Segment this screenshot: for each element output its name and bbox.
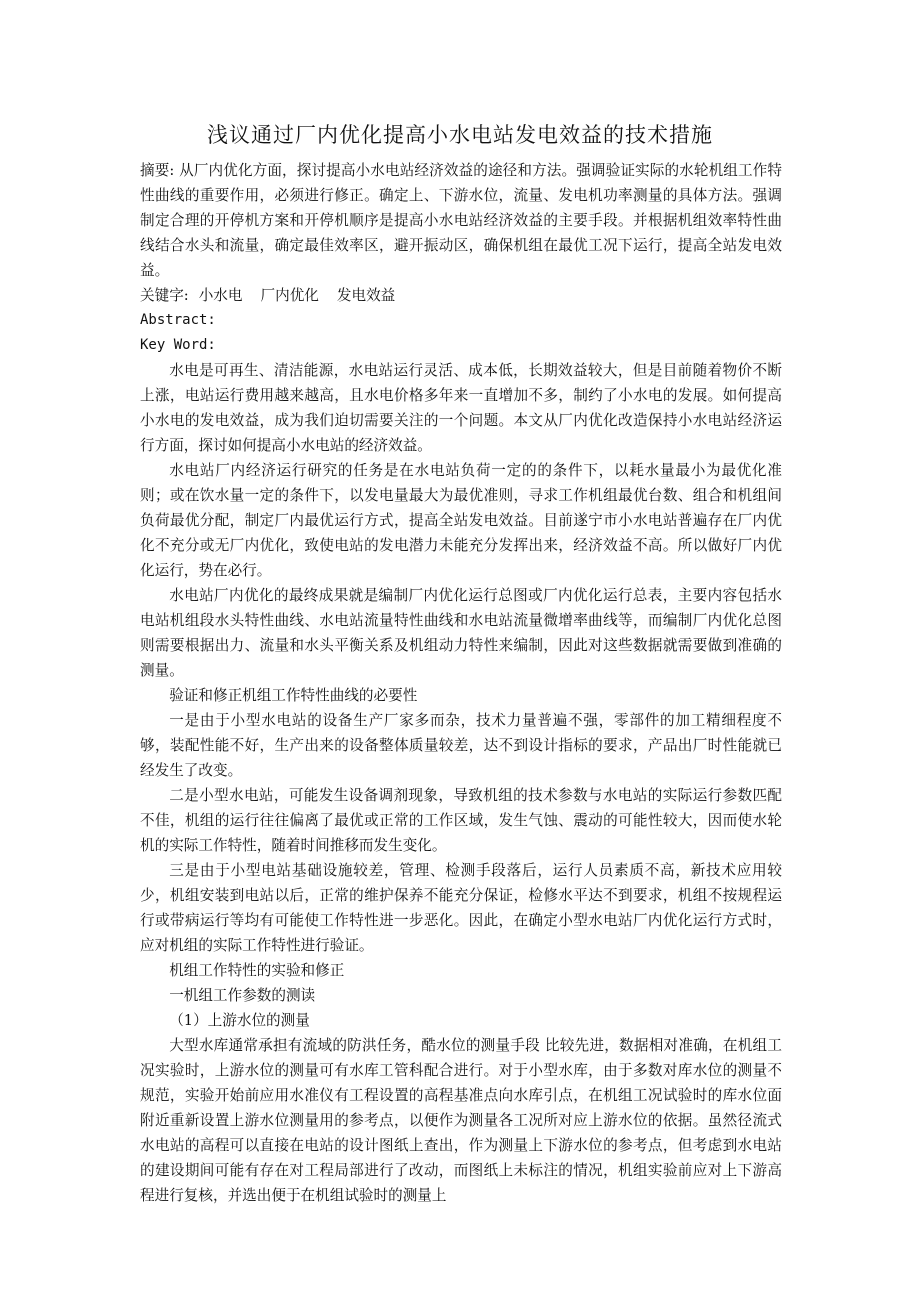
body-paragraph: 水电是可再生、清洁能源，水电站运行灵活、成本低，长期效益较大，但是目前随着物价不断上涨，电站运行费用越来越高，且水电价格多年来一直增加不多，制约了小水电的发展。如何提高小水电的发电效益，成为我们迫切需要关注的一个问题。本文从厂内优化改造保持小水电站经济运行方面，探讨如何提高小水电站的经济效益。 [140, 362, 782, 454]
keywords-label: 关键字: [140, 287, 189, 304]
item-heading: （1）上游水位的测量 [169, 1012, 310, 1029]
document-title: 浅议通过厂内优化提高小水电站发电效益的技术措施 [207, 123, 713, 147]
body-paragraph: 一是由于小型水电站的设备生产厂家多而杂，技术力量普遍不强，零部件的加工精细程度不够，装配性能不好，生产出来的设备整体质量较差，达不到设计指标的要求，产品出厂时性能就已经发生了改变。 [140, 712, 782, 779]
body-paragraph: 水电站厂内经济运行研究的任务是在水电站负荷一定的的条件下，以耗水量最小为最优化准则；或在饮水量一定的条件下，以发电量最大为最优准则，寻求工作机组最优台数、组合和机组间负荷最优分配，制定厂内最优运行方式，提高全站发电效益。目前遂宁市小水电站普遍存在厂内优化不充分或无厂内优化，致使电站的发电潜力未能充分发挥出来，经济效益不高。所以做好厂内优化运行，势在必行。 [140, 462, 782, 579]
abstract-en-label: Abstract: [140, 312, 216, 328]
body-paragraph: 大型水库通常承担有流域的防洪任务，酷水位的测量手段 比较先进，数据相对准确，在机组工况实验时，上游水位的测量可有水库工管科配合进行。对于小型水库，由于多数对库水位的测量不规范，实验开始前应用水准仪有工程设置的高程基准点向水库引点，在机组工况试验时的库水位面附近重新设置上游水位测量用的参考点，以便作为测量各工况所对应上游水位的依据。虽然径流式水电站的高程可以直接在电站的设计图纸上查出，作为测量上下游水位的参考点，但考虑到水电站的建设期间可能有存在对工程局部进行了改动，而图纸上未标注的情况，机组实验前应对上下游高程进行复核，并选出便于在机组试验时的测量上 [140, 1037, 782, 1204]
body-paragraph: 二是小型水电站，可能发生设备调剂现象，导致机组的技术参数与水电站的实际运行参数匹配不佳，机组的运行往往偏离了最优或正常的工作区域，发生气蚀、震动的可能性较大，因而使水轮机的实际工作特性，随着时间推移而发生变化。 [140, 787, 782, 854]
abstract-text: 从厂内优化方面，探讨提高小水电站经济效益的途径和方法。强调验证实际的水轮机组工作特性曲线的重要作用，必须进行修正。确定上、下游水位，流量、发电机功率测量的具体方法。强调制定合理的开停机方案和开停机顺序是提高小水电站经济效益的主要手段。并根据机组效率特性曲线结合水头和流量，确定最佳效率区，避开振动区，确保机组在最优工况下运行，提高全站发电效益。 [140, 162, 783, 279]
abstract-label: 摘要: [140, 162, 175, 179]
keyword-en-label: Key Word: [140, 337, 216, 353]
section-heading: 机组工作特性的实验和修正 [169, 962, 345, 979]
document-body [140, 158, 782, 1208]
body-paragraph: 三是由于小型电站基础设施较差，管理、检测手段落后，运行人员素质不高，新技术应用较少，机组安装到电站以后，正常的维护保养不能充分保证，检修水平达不到要求，机组不按规程运行或带病运行等均有可能使工作特性进一步恶化。因此，在确定小型水电站厂内优化运行方式时，应对机组的实际工作特性进行验证。 [140, 862, 782, 954]
abstract [140, 158, 782, 283]
body-paragraph: 水电站厂内优化的最终成果就是编制厂内优化运行总图或厂内优化运行总表，主要内容包括水电站机组段水头特性曲线、水电站流量特性曲线和水电站流量微增率曲线等，而编制厂内优化总图则需要根据出力、流量和水头平衡关系及机组动力特性来编制，因此对这些数据就需要做到准确的测量。 [140, 587, 782, 679]
subsection-heading: 一机组工作参数的测读 [169, 987, 316, 1004]
keywords [140, 283, 782, 308]
keyword: 小水电 [198, 287, 243, 304]
keyword: 厂内优化 [260, 287, 319, 304]
keyword: 发电效益 [336, 287, 396, 304]
section-heading: 验证和修正机组工作特性曲线的必要性 [169, 687, 418, 704]
